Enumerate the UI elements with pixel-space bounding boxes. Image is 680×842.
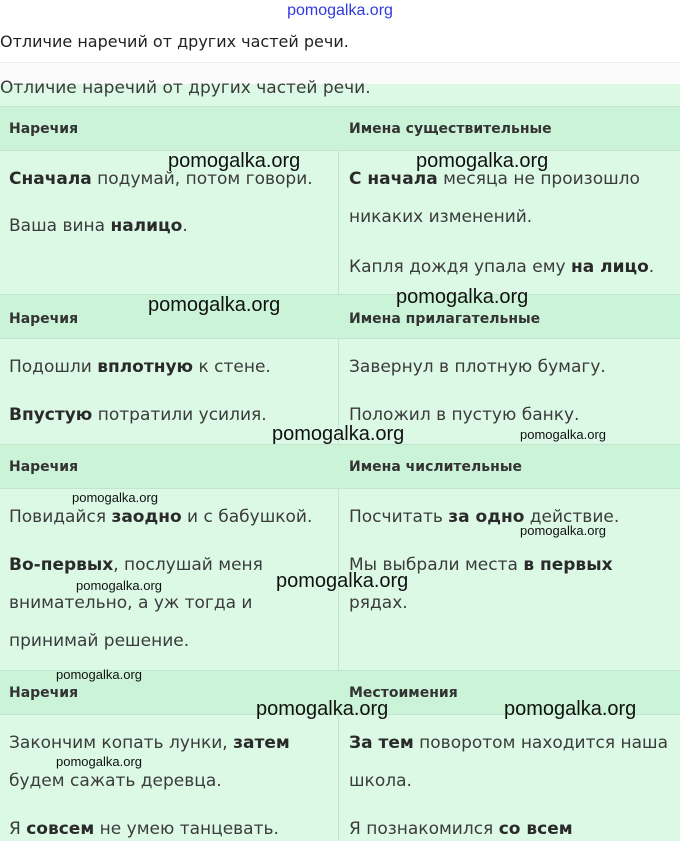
text-segment: школа. xyxy=(349,771,412,791)
text-segment: Положил в пустую банку. xyxy=(349,405,580,425)
text-segment: не умею танцевать. xyxy=(94,819,279,839)
cell-text-line xyxy=(9,733,290,753)
watermark: pomogalka.org xyxy=(276,570,409,592)
site-watermark-top: pomogalka.org xyxy=(287,2,393,19)
text-segment: потратили усилия. xyxy=(92,405,267,425)
left-header: Наречия xyxy=(9,121,79,137)
emphasized-word: заодно xyxy=(111,507,182,527)
emphasized-word: в первых xyxy=(523,555,613,575)
watermark: pomogalka.org xyxy=(56,754,142,769)
right-header: Имена существительные xyxy=(349,121,552,137)
watermark: pomogalka.org xyxy=(520,523,606,538)
left-header: Наречия xyxy=(9,311,79,327)
text-segment: внимательно, а уж тогда и xyxy=(9,593,253,613)
watermark: pomogalka.org xyxy=(256,698,389,720)
content-row xyxy=(0,714,680,842)
header-row xyxy=(0,294,680,339)
watermark: pomogalka.org xyxy=(76,578,162,593)
text-segment: принимай решение. xyxy=(9,631,190,651)
text-segment: Повидайся xyxy=(9,507,112,527)
cell-text-line xyxy=(349,357,606,377)
cell-text-line xyxy=(349,405,579,425)
text-segment: к стене. xyxy=(193,357,271,377)
cell-text-line xyxy=(349,207,532,227)
text-segment: никаких изменений. xyxy=(349,207,533,227)
cell-text-line xyxy=(349,593,408,613)
emphasized-word: со всем xyxy=(498,819,573,839)
right-cell xyxy=(349,715,673,842)
text-segment: . xyxy=(182,216,188,236)
cell-text-line xyxy=(9,555,263,575)
cell-text-line xyxy=(9,405,267,425)
text-segment: Ваша вина xyxy=(9,216,111,236)
text-segment: Мы выбрали места xyxy=(349,555,524,575)
emphasized-word: Впустую xyxy=(9,405,93,425)
photo-title: Отличие наречий от других частей речи. xyxy=(0,78,371,98)
emphasized-word: С начала xyxy=(349,169,438,189)
left-header: Наречия xyxy=(9,685,79,701)
watermark: pomogalka.org xyxy=(520,427,606,442)
text-segment: месяца не произошло xyxy=(437,169,640,189)
cell-text-line xyxy=(9,357,271,377)
watermark: pomogalka.org xyxy=(504,698,637,720)
header-row xyxy=(0,106,680,151)
text-segment: Посчитать xyxy=(349,507,449,527)
right-header: Местоимения xyxy=(349,685,458,701)
cell-text-line xyxy=(9,771,222,791)
watermark: pomogalka.org xyxy=(56,667,142,682)
text-segment: будем сажать деревца. xyxy=(9,771,222,791)
watermark: pomogalka.org xyxy=(148,294,281,316)
cell-text-line xyxy=(9,507,312,527)
cell-text-line xyxy=(9,819,279,839)
text-segment: , послушай меня xyxy=(113,555,263,575)
emphasized-word: совсем xyxy=(26,819,95,839)
watermark: pomogalka.org xyxy=(168,150,301,172)
text-segment: Завернул в плотную бумагу. xyxy=(349,357,606,377)
cell-text-line xyxy=(349,771,412,791)
cell-text-line xyxy=(9,631,189,651)
emphasized-word: налицо xyxy=(110,216,183,236)
right-header: Имена числительные xyxy=(349,459,522,475)
watermark: pomogalka.org xyxy=(272,423,405,445)
text-segment: поворотом находится наша xyxy=(413,733,668,753)
text-segment: Закончим копать лунки, xyxy=(9,733,234,753)
left-cell xyxy=(9,715,331,842)
watermark: pomogalka.org xyxy=(72,490,158,505)
text-segment: рядах. xyxy=(349,593,408,613)
content-row xyxy=(0,150,680,295)
right-header: Имена прилагательные xyxy=(349,311,541,327)
emphasized-word: вплотную xyxy=(97,357,194,377)
emphasized-word: затем xyxy=(233,733,290,753)
cell-text-line xyxy=(349,819,573,839)
emphasized-word: на лицо xyxy=(570,257,649,277)
emphasized-word: за одно xyxy=(448,507,525,527)
emphasized-word: За тем xyxy=(349,733,414,753)
emphasized-word: Сначала xyxy=(9,169,92,189)
page-caption: Отличие наречий от других частей речи. xyxy=(0,32,349,51)
text-segment: и с бабушкой. xyxy=(181,507,313,527)
watermark: pomogalka.org xyxy=(416,150,549,172)
header-row xyxy=(0,444,680,489)
text-segment: Я познакомился xyxy=(349,819,499,839)
cell-text-line xyxy=(349,257,654,277)
cell-text-line xyxy=(9,216,188,236)
emphasized-word: Во-первых xyxy=(9,555,114,575)
cell-text-line xyxy=(349,733,668,753)
text-segment: Подошли xyxy=(9,357,98,377)
table-photo xyxy=(0,78,680,841)
text-segment: Я xyxy=(9,819,27,839)
text-segment: . xyxy=(648,257,655,277)
text-segment: Капля дождя упала ему xyxy=(349,257,571,277)
watermark: pomogalka.org xyxy=(396,286,529,308)
cell-text-line xyxy=(9,593,252,613)
text-segment: подумай, потом говори. xyxy=(91,169,313,189)
left-header: Наречия xyxy=(9,459,79,475)
text-segment: действие. xyxy=(524,507,620,527)
